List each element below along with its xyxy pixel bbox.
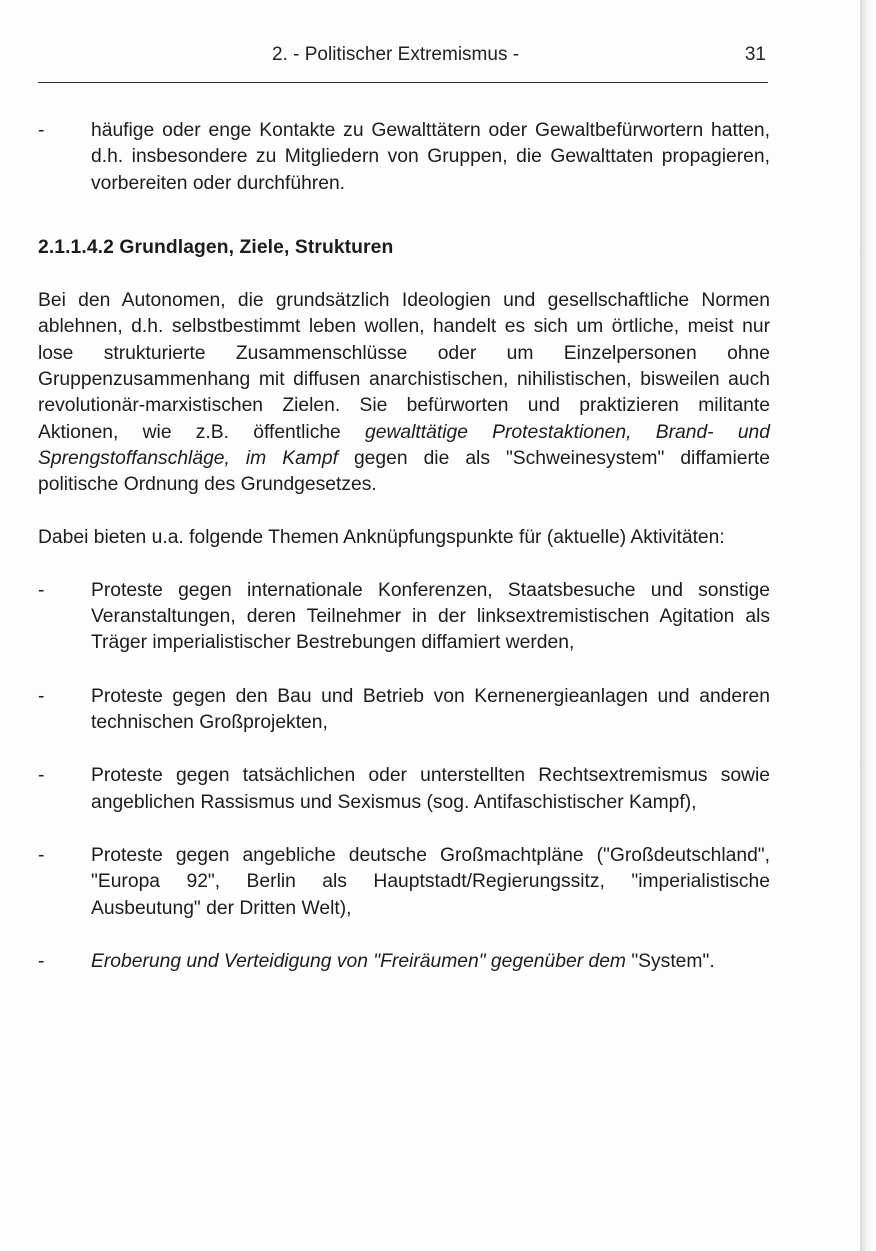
- body-paragraph: [38, 288, 770, 498]
- list-item: [38, 949, 770, 975]
- list-item-text: Proteste gegen angebliche deutsche Großmachtpläne ("Großdeutschland", "Europa 92", Berlin als Hauptstadt/Regierungssitz, "imperialistische Ausbeutung" der Dritten Welt),: [91, 844, 770, 919]
- list-item: [38, 684, 770, 737]
- page-number: 31: [744, 44, 766, 65]
- list-dash: -: [38, 950, 45, 972]
- list-item: [38, 118, 770, 197]
- paragraph-text: Bei den Autonomen, die grundsätzlich Ideologien und gesellschaftliche Normen ablehnen, d.h. selbstbestimmt leben wollen, handelt es sich um örtliche, meist nur lose strukturierte Zusammenschlüsse oder um Einzelpersonen ohne Gruppenzusammenhang mit diffusen anarchistischen, nihilistischen, bisweilen auch revolutionär-marxistischen Zielen. Sie befürworten und praktizieren militante Aktionen, wie z.B. öffentliche: [38, 290, 770, 443]
- list-dash: -: [38, 844, 45, 866]
- body-paragraph: Dabei bieten u.a. folgende Themen Anknüpfungspunkte für (aktuelle) Aktivitäten:: [38, 526, 725, 548]
- list-item-text: Proteste gegen den Bau und Betrieb von Kernenergieanlagen und anderen technischen Großprojekten,: [91, 685, 770, 734]
- list-item-text: "System".: [625, 950, 715, 972]
- list-item: [38, 578, 770, 657]
- list-item-text: häufige oder enge Kontakte zu Gewalttätern oder Gewaltbefürwortern hatten, d.h. insbesondere zu Mitgliedern von Gruppen, die Gewalttaten propagieren, vorbereiten oder durchführen.: [91, 120, 770, 194]
- paragraph-text: gegen die als "Schweinesystem" diffamierte politische Ordnung des Grundgesetzes.: [38, 447, 770, 496]
- page-content: [38, 117, 770, 975]
- paragraph-text-italic: gewalttätige Protestaktionen, Brand- und Sprengstoffanschläge, im Kampf: [38, 421, 770, 469]
- list-dash: -: [38, 120, 45, 141]
- list-dash: -: [38, 685, 45, 707]
- list-item-text: Proteste gegen internationale Konferenzen, Staatsbesuche und sonstige Veranstaltungen, deren Teilnehmer in der linksextremistischen Agitation als Träger imperialistischer Bestrebungen diffamiert werden,: [91, 579, 770, 654]
- topic-list: [38, 578, 770, 975]
- list-item-text: Proteste gegen tatsächlichen oder unterstellten Rechtsextremismus sowie angeblichen Rassismus und Sexismus (sog. Antifaschistischer Kampf),: [91, 765, 770, 813]
- list-dash: -: [38, 579, 45, 601]
- list-dash: -: [38, 765, 45, 787]
- list-item: [38, 843, 770, 922]
- section-heading: 2.1.1.4.2 Grundlagen, Ziele, Strukturen: [38, 236, 394, 258]
- page-header: [38, 40, 768, 83]
- list-item: [38, 763, 770, 816]
- list-item-text-italic: Eroberung und Verteidigung von "Freiräumen" gegenüber dem: [91, 950, 626, 972]
- chapter-title: 2. - Politischer Extremismus -: [272, 44, 520, 65]
- page-edge-shadow: [860, 0, 876, 1251]
